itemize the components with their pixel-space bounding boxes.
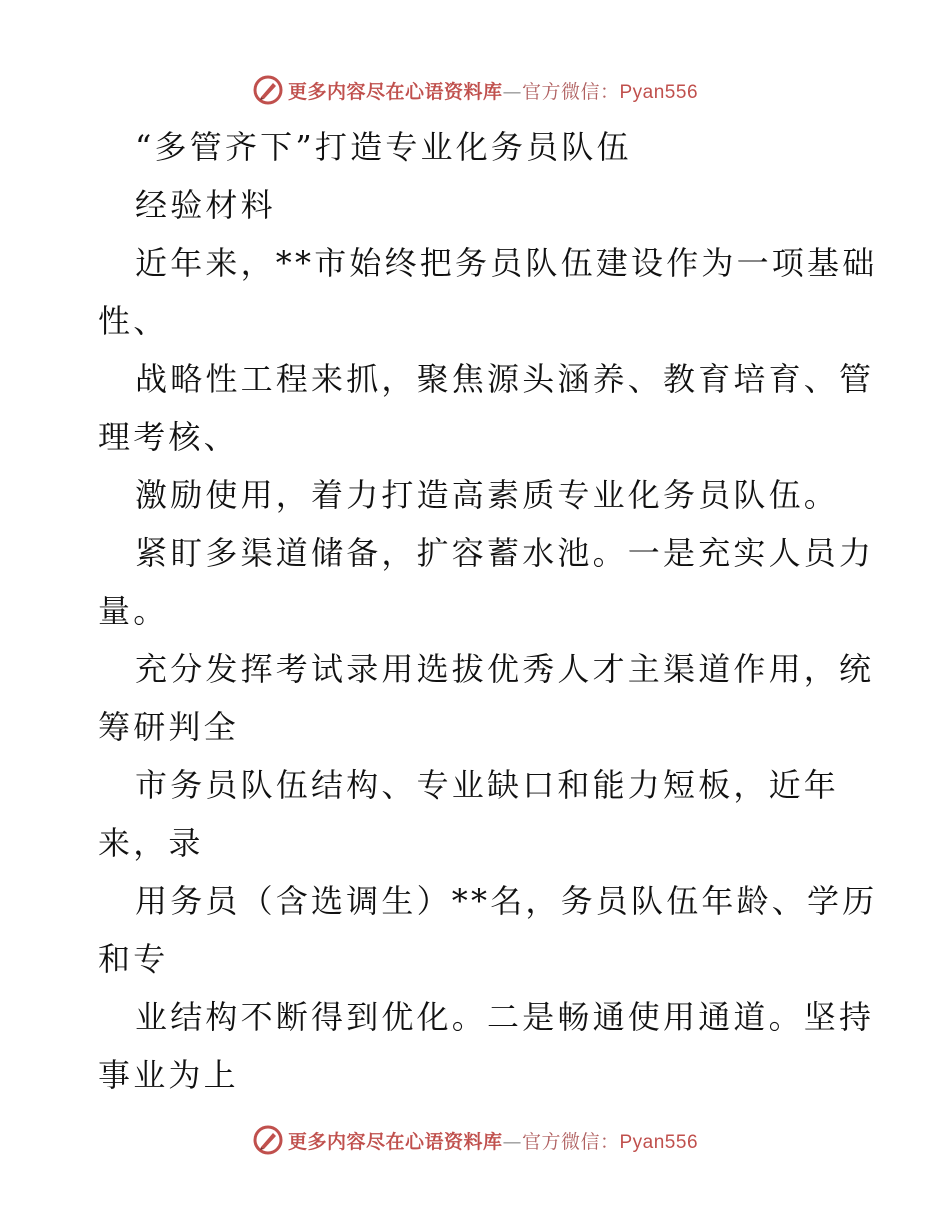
document-line: 和专 xyxy=(98,940,169,978)
document-line: 筹研判全 xyxy=(98,708,239,746)
document-line: 用务员（含选调生）**名，务员队伍年龄、学历 xyxy=(135,882,878,920)
watermark-banner-bottom xyxy=(0,1120,950,1160)
watermark-account: Pyan556 xyxy=(619,1131,699,1153)
document-line: 性、 xyxy=(98,302,169,340)
document-line: 来，录 xyxy=(98,824,204,862)
document-line: 理考核、 xyxy=(98,418,239,456)
document-line: 紧盯多渠道储备，扩容蓄水池。一是充实人员力 xyxy=(135,534,875,572)
document-line: 战略性工程来抓，聚焦源头涵养、教育培育、管 xyxy=(135,360,875,398)
watermark-site: 更多内容尽在心语资料库 xyxy=(287,80,503,103)
document-line: 业结构不断得到优化。二是畅通使用通道。坚持 xyxy=(135,998,875,1036)
watermark-site: 更多内容尽在心语资料库 xyxy=(287,1130,503,1153)
watermark-wechat-label: 官方微信： xyxy=(521,80,620,103)
document-line: 激励使用，着力打造高素质专业化务员队伍。 xyxy=(135,476,840,514)
document-line: 事业为上 xyxy=(98,1056,239,1094)
document-body xyxy=(98,118,878,1104)
pen-circle-logo-icon xyxy=(252,74,284,106)
watermark-dash: — xyxy=(502,80,522,103)
document-line: 充分发挥考试录用选拔优秀人才主渠道作用，统 xyxy=(135,650,875,688)
document-line: 市务员队伍结构、专业缺口和能力短板，近年 xyxy=(135,766,840,804)
document-line: 近年来，**市始终把务员队伍建设作为一项基础 xyxy=(135,244,878,282)
watermark-account: Pyan556 xyxy=(619,81,699,103)
watermark-dash: — xyxy=(502,1130,522,1153)
watermark-banner-top xyxy=(0,70,950,110)
document-line: “多管齐下”打造专业化务员队伍 xyxy=(135,128,632,166)
pen-circle-logo-icon xyxy=(252,1124,284,1156)
watermark-wechat-label: 官方微信： xyxy=(521,1130,620,1153)
watermark-text xyxy=(288,1127,698,1154)
watermark-text xyxy=(288,77,698,104)
document-line: 经验材料 xyxy=(135,186,276,224)
document-line: 量。 xyxy=(98,592,169,630)
